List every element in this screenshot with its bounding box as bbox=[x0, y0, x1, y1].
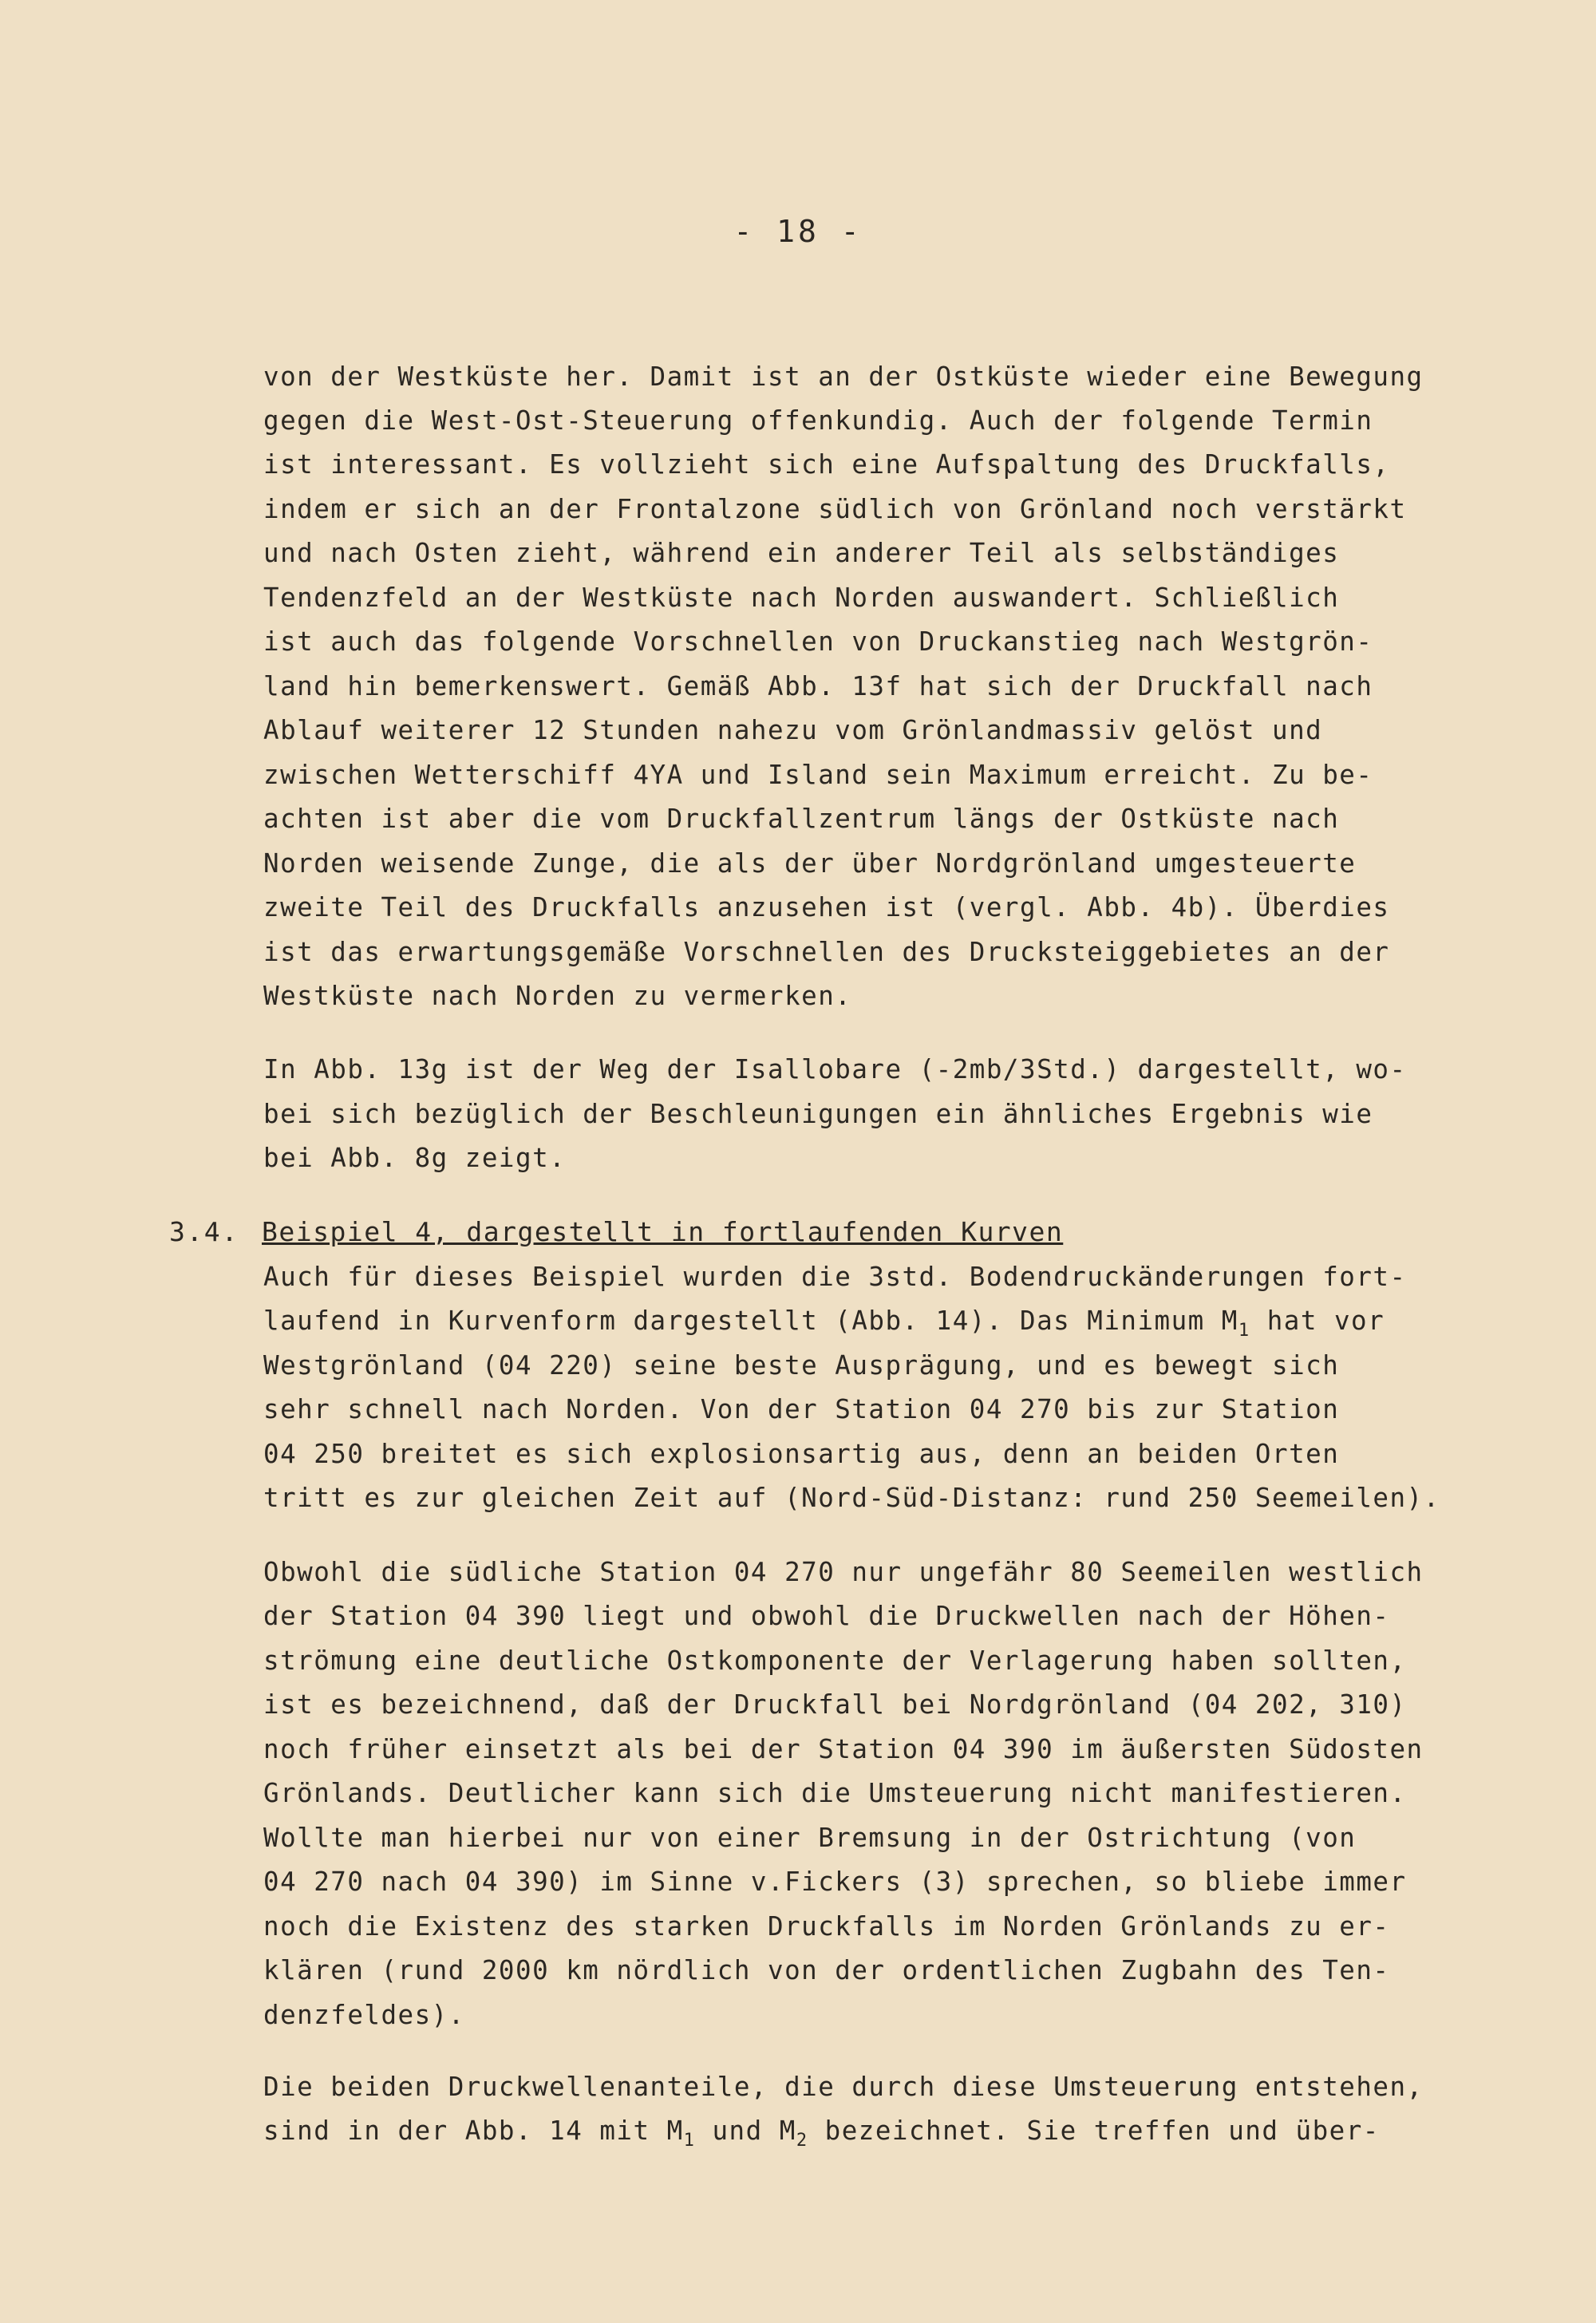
text-line: ist das erwartungsgemäße Vorschnellen des Drucksteiggebietes an der bbox=[263, 937, 1390, 967]
text-line: der Station 04 390 liegt und obwohl die Druckwellen nach der Höhen- bbox=[263, 1601, 1390, 1631]
text-line: klären (rund 2000 km nördlich von der ordentlichen Zugbahn des Ten- bbox=[263, 1955, 1390, 1985]
text-line: Westgrönland (04 220) seine beste Ausprägung, und es bewegt sich bbox=[263, 1350, 1340, 1381]
text-line bbox=[263, 2115, 1524, 2157]
text-line bbox=[263, 1305, 1524, 1347]
text-line: sehr schnell nach Norden. Von der Station 04 270 bis zur Station bbox=[263, 1394, 1340, 1424]
text-line: land hin bemerkenswert. Gemäß Abb. 13f hat sich der Druckfall nach bbox=[263, 671, 1373, 701]
text-segment: hat vor bbox=[1250, 1306, 1385, 1336]
text-segment: und M bbox=[695, 2116, 796, 2146]
text-line: Obwohl die südliche Station 04 270 nur ungefähr 80 Seemeilen westlich bbox=[263, 1557, 1424, 1587]
text-line: bei Abb. 8g zeigt. bbox=[263, 1143, 567, 1173]
text-line: 04 250 breitet es sich explosionsartig aus, denn an beiden Orten bbox=[263, 1439, 1340, 1469]
text-line: tritt es zur gleichen Zeit auf (Nord-Süd-Distanz: rund 250 Seemeilen). bbox=[263, 1483, 1440, 1513]
text-segment: sind in der Abb. 14 mit M bbox=[263, 2116, 684, 2146]
text-line: ist auch das folgende Vorschnellen von Druckanstieg nach Westgrön- bbox=[263, 626, 1373, 657]
text-line: und nach Osten zieht, während ein anderer Teil als selbständiges bbox=[263, 538, 1340, 568]
text-line: strömung eine deutliche Ostkomponente der Verlagerung haben sollten, bbox=[263, 1645, 1407, 1676]
text-line: In Abb. 13g ist der Weg der Isallobare (-2mb/3Std.) dargestellt, wo- bbox=[263, 1054, 1407, 1084]
page-number: - 18 - bbox=[733, 214, 863, 249]
text-line: gegen die West-Ost-Steuerung offenkundig. Auch der folgende Termin bbox=[263, 405, 1373, 436]
text-line: indem er sich an der Frontalzone südlich von Grönland noch verstärkt bbox=[263, 494, 1407, 524]
text-segment: laufend in Kurvenform dargestellt (Abb. 14). Das Minimum M bbox=[263, 1306, 1238, 1336]
text-line: Wollte man hierbei nur von einer Bremsung in der Ostrichtung (von bbox=[263, 1823, 1357, 1853]
text-segment: bezeichnet. Sie treffen und über- bbox=[808, 2116, 1380, 2146]
text-line: Tendenzfeld an der Westküste nach Norden auswandert. Schließlich bbox=[263, 583, 1340, 613]
text-line: Auch für dieses Beispiel wurden die 3std. Bodendruckänderungen fort- bbox=[263, 1262, 1407, 1292]
text-line: von der Westküste her. Damit ist an der Ostküste wieder eine Bewegung bbox=[263, 361, 1424, 392]
text-line: achten ist aber die vom Druckfallzentrum längs der Ostküste nach bbox=[263, 804, 1340, 834]
text-line: noch früher einsetzt als bei der Station 04 390 im äußersten Südosten bbox=[263, 1734, 1424, 1764]
text-line: Ablauf weiterer 12 Stunden nahezu vom Grönlandmassiv gelöst und bbox=[263, 715, 1323, 745]
text-line: ist interessant. Es vollzieht sich eine Aufspaltung des Druckfalls, bbox=[263, 449, 1390, 480]
text-line: denzfeldes). bbox=[263, 2000, 465, 2030]
text-line: Westküste nach Norden zu vermerken. bbox=[263, 981, 852, 1011]
text-line: zweite Teil des Druckfalls anzusehen ist (vergl. Abb. 4b). Überdies bbox=[263, 892, 1390, 922]
text-line: bei sich bezüglich der Beschleunigungen ein ähnliches Ergebnis wie bbox=[263, 1099, 1373, 1129]
text-line: zwischen Wetterschiff 4YA und Island sein Maximum erreicht. Zu be- bbox=[263, 760, 1373, 790]
subscript: 1 bbox=[1238, 1321, 1250, 1341]
section-number: 3.4. bbox=[169, 1216, 239, 1247]
text-line: Grönlands. Deutlicher kann sich die Umsteuerung nicht manifestieren. bbox=[263, 1778, 1407, 1808]
text-line: Die beiden Druckwellenanteile, die durch diese Umsteuerung entstehen, bbox=[263, 2072, 1424, 2102]
text-line: noch die Existenz des starken Druckfalls im Norden Grönlands zu er- bbox=[263, 1911, 1390, 1942]
text-line: ist es bezeichnend, daß der Druckfall bei Nordgrönland (04 202, 310) bbox=[263, 1689, 1407, 1720]
section-title: Beispiel 4, dargestellt in fortlaufenden Kurven bbox=[262, 1216, 1064, 1247]
subscript: 2 bbox=[796, 2131, 808, 2151]
subscript: 1 bbox=[683, 2131, 696, 2151]
text-line: Norden weisende Zunge, die als der über Nordgrönland umgesteuerte bbox=[263, 848, 1357, 879]
text-line: 04 270 nach 04 390) im Sinne v.Fickers (3) sprechen, so bliebe immer bbox=[263, 1867, 1407, 1897]
